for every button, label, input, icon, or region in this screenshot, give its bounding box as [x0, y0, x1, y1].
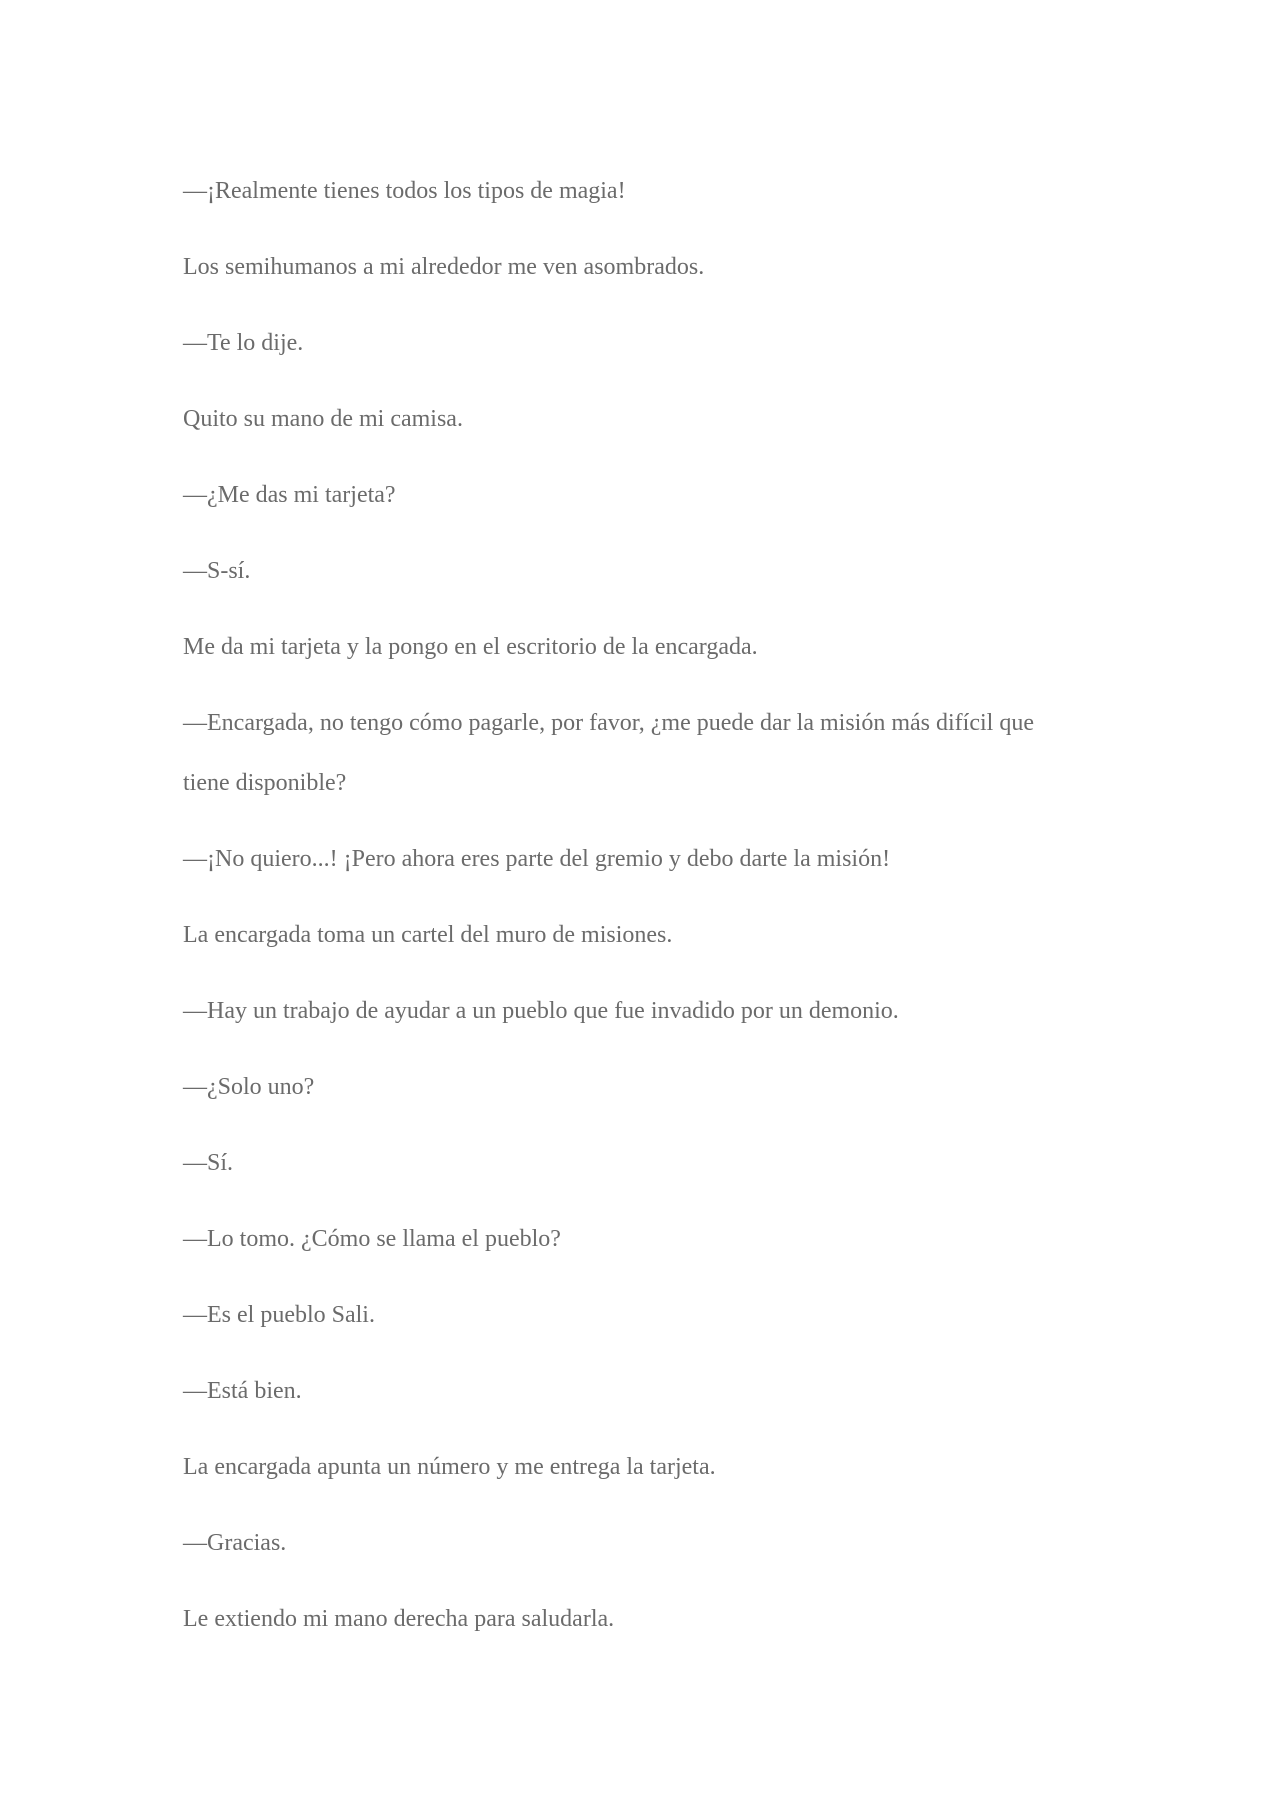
paragraph: —Encargada, no tengo cómo pagarle, por favor, ¿me puede dar la misión más difícil que tiene disponible? — [183, 710, 1034, 796]
paragraph: La encargada toma un cartel del muro de misiones. — [183, 922, 673, 948]
paragraph: —Lo tomo. ¿Cómo se llama el pueblo? — [183, 1226, 561, 1252]
paragraph: —¡No quiero...! ¡Pero ahora eres parte del gremio y debo darte la misión! — [183, 846, 891, 872]
paragraph: —Sí. — [183, 1150, 234, 1176]
paragraph: —Está bien. — [183, 1378, 302, 1404]
paragraph: —¿Me das mi tarjeta? — [183, 482, 396, 508]
paragraph: —Hay un trabajo de ayudar a un pueblo que fue invadido por un demonio. — [183, 998, 899, 1024]
paragraph: —Gracias. — [183, 1530, 287, 1556]
document-body — [183, 176, 1083, 1680]
paragraph: La encargada apunta un número y me entrega la tarjeta. — [183, 1454, 716, 1480]
paragraph: Quito su mano de mi camisa. — [183, 406, 463, 432]
paragraph: —Es el pueblo Sali. — [183, 1302, 375, 1328]
paragraph: —Te lo dije. — [183, 330, 304, 356]
paragraph: —¿Solo uno? — [183, 1074, 315, 1100]
paragraph: Le extiendo mi mano derecha para saludarla. — [183, 1606, 615, 1632]
paragraph: —¡Realmente tienes todos los tipos de magia! — [183, 178, 626, 204]
paragraph: Me da mi tarjeta y la pongo en el escritorio de la encargada. — [183, 634, 758, 660]
paragraph: Los semihumanos a mi alrededor me ven asombrados. — [183, 254, 705, 280]
paragraph: —S-sí. — [183, 558, 251, 584]
